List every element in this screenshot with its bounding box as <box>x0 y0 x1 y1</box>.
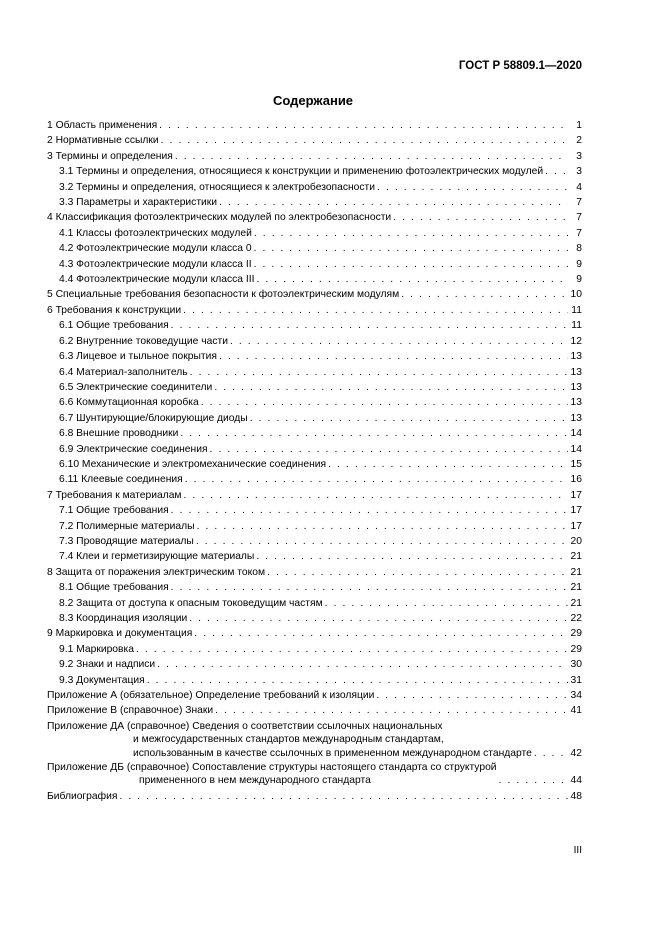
toc-page-number: 10 <box>570 289 582 301</box>
dot-leader <box>545 164 568 179</box>
dot-leader <box>171 503 568 518</box>
toc-entry-text: 9 Маркировка и документация <box>47 628 193 640</box>
toc-entry[interactable] <box>47 534 582 549</box>
toc-page-number: 48 <box>570 790 582 802</box>
toc-entry[interactable] <box>47 241 582 256</box>
toc-entry[interactable] <box>47 257 582 272</box>
toc-entry[interactable] <box>47 626 582 641</box>
toc-page-number: 21 <box>570 566 582 578</box>
toc-entry-text: 3.3 Параметры и характеристики <box>59 197 218 209</box>
toc-entry[interactable] <box>47 426 582 441</box>
toc-entry-text: 4 Классификация фотоэлектрических модулей по электробезопасности <box>47 212 392 224</box>
toc-entry-text: 7.1 Общие требования <box>59 505 169 517</box>
toc-page-number: 7 <box>576 227 582 239</box>
toc-entry-text: Приложение ДА (справочное) Сведения о соответствии ссылочных национальных и межгосударственных стандартов международным стандартам, использованным в качестве ссылочных в примененном международном стандарте <box>47 720 532 759</box>
toc-entry[interactable] <box>47 195 582 210</box>
toc-page-number: 21 <box>570 582 582 594</box>
dot-leader <box>256 549 568 564</box>
dot-leader <box>196 534 568 549</box>
toc-page-number: 22 <box>570 613 582 624</box>
toc-entry-text: 9.3 Документация <box>59 674 145 686</box>
dot-leader <box>147 673 568 688</box>
toc-entry[interactable] <box>47 703 582 718</box>
toc-entry-text: 8.2 Защита от доступа к опасным токоведущим частям <box>59 597 323 609</box>
toc-title: Содержание <box>272 93 354 108</box>
dot-leader <box>119 789 568 804</box>
dot-leader <box>214 380 568 395</box>
dot-leader <box>197 519 568 534</box>
toc-entry[interactable] <box>47 287 582 302</box>
toc-entry-text: Приложение В (справочное) Знаки <box>47 705 214 717</box>
toc-entry-text: 6.11 Клеевые соединения <box>59 474 183 486</box>
dot-leader <box>254 257 568 272</box>
dot-leader <box>230 334 568 349</box>
dot-leader <box>377 180 568 195</box>
toc-entry-text: 6 Требования к конструкции <box>47 304 182 316</box>
dot-leader <box>185 472 568 487</box>
toc-entry-text: Приложение А (обязательное) Определение требований к изоляции <box>47 690 375 702</box>
dot-leader <box>184 488 568 503</box>
toc-page-number: 20 <box>570 535 582 547</box>
toc-entry-text: Библиография <box>47 790 118 802</box>
dot-leader <box>325 596 568 611</box>
toc-entry[interactable] <box>47 349 582 364</box>
toc-page-number: 30 <box>570 659 582 671</box>
toc-page-number: 1 <box>576 120 582 131</box>
toc-entry[interactable] <box>47 488 582 503</box>
toc-page-number: 3 <box>576 150 582 162</box>
toc-page-number: 29 <box>570 628 582 640</box>
toc-entry-text: 6.10 Механические и электромеханические соединения <box>59 458 327 470</box>
toc-entry[interactable] <box>47 519 582 534</box>
dot-leader <box>534 747 568 760</box>
toc-page-number: 41 <box>570 705 582 717</box>
toc-page-number: 14 <box>570 443 582 455</box>
dot-leader <box>328 457 568 472</box>
toc-page-number: 14 <box>570 428 582 440</box>
toc-entry[interactable] <box>47 226 582 241</box>
toc-page-number: 7 <box>576 212 582 224</box>
toc-page-number: 7 <box>576 197 582 209</box>
toc-page-number: 3 <box>576 166 582 178</box>
toc-page-number: 34 <box>570 690 582 702</box>
toc-page-number: 42 <box>570 747 582 759</box>
toc-entry-text: 6.4 Материал-заполнитель <box>59 366 188 378</box>
toc-page-number: 13 <box>570 351 582 363</box>
toc-entry-text: 4.2 Фотоэлектрические модули класса 0 <box>59 243 252 255</box>
dot-leader <box>256 272 568 287</box>
dot-leader <box>190 365 568 380</box>
toc-entry-appendix-da[interactable] <box>47 720 582 760</box>
toc-entry[interactable] <box>47 164 582 179</box>
page-number: III <box>573 845 582 856</box>
toc-entry[interactable] <box>47 472 582 487</box>
toc-entry-text: 4.3 Фотоэлектрические модули класса II <box>59 258 252 270</box>
dot-leader <box>254 226 568 241</box>
toc-entry-text: 4.1 Классы фотоэлектрических модулей <box>59 227 252 239</box>
dot-leader <box>171 580 568 595</box>
toc-entry-text: 6.8 Внешние проводники <box>59 428 179 440</box>
toc-entry-text: 6.6 Коммутационная коробка <box>59 397 199 409</box>
toc-entry[interactable] <box>47 303 582 318</box>
toc-entry-text: 3.1 Термины и определения, относящиеся к конструкции и применению фотоэлектрических модулей <box>59 166 544 178</box>
toc-page-number: 9 <box>576 258 582 270</box>
toc-entry-text: 8.3 Координация изоляции <box>59 613 188 624</box>
toc-entry-text: 7.3 Проводящие материалы <box>59 535 194 547</box>
toc-entry-text: 6.7 Шунтирующие/блокирующие диоды <box>59 412 248 424</box>
document-header: ГОСТ Р 58809.1—2020 <box>458 60 582 72</box>
dot-leader <box>157 657 568 672</box>
toc-entry-text: 3.2 Термины и определения, относящиеся к электробезопасности <box>59 181 376 193</box>
dot-leader <box>254 241 568 256</box>
toc-entry[interactable] <box>47 503 582 518</box>
toc-entry-text: 6.9 Электрические соединения <box>59 443 208 455</box>
toc-entry-text: 6.5 Электрические соединители <box>59 381 213 393</box>
dot-leader <box>175 149 568 164</box>
toc-entry-text: 1 Область применения <box>47 120 158 131</box>
toc-entry[interactable] <box>47 657 582 672</box>
toc-entry-text: 4.4 Фотоэлектрические модули класса III <box>59 274 255 286</box>
toc-page-number: 29 <box>570 643 582 655</box>
toc-entry[interactable] <box>47 272 582 287</box>
toc-page-number: 17 <box>570 520 582 532</box>
toc-entry[interactable] <box>47 642 582 657</box>
dot-leader <box>376 688 568 703</box>
toc-entry[interactable] <box>47 688 582 703</box>
toc-page-number: 13 <box>570 412 582 424</box>
dot-leader <box>183 303 568 318</box>
dot-leader <box>189 611 568 626</box>
toc-entry-text: 6.3 Лицевое и тыльное покрытия <box>59 351 217 363</box>
toc-entry-text: 9.2 Знаки и надписи <box>59 659 156 671</box>
dot-leader <box>136 642 568 657</box>
dot-leader <box>215 703 568 718</box>
toc-entry[interactable] <box>47 673 582 688</box>
toc-entry[interactable] <box>47 133 582 148</box>
toc-page-number: 21 <box>570 597 582 609</box>
toc-entry[interactable] <box>47 118 582 133</box>
toc-entry-text: 9.1 Маркировка <box>59 643 134 655</box>
dot-leader <box>401 287 568 302</box>
toc-entry-appendix-db[interactable] <box>47 761 582 788</box>
toc-entry-text: Приложение ДБ (справочное) Сопоставление структуры настоящего стандарта со структурой примененного в нем международного стандарта <box>47 762 497 787</box>
toc-page-number: 13 <box>570 366 582 378</box>
dot-leader <box>180 426 568 441</box>
toc-entry[interactable] <box>47 334 582 349</box>
toc-page-number: 9 <box>576 274 582 286</box>
toc-entry-text: 7 Требования к материалам <box>47 489 182 501</box>
toc-entry-text: 5 Специальные требования безопасности к фотоэлектрическим модулям <box>47 289 400 301</box>
toc-entry-text: 8.1 Общие требования <box>59 582 169 594</box>
toc-entry-text: 7.2 Полимерные материалы <box>59 520 195 532</box>
toc-entry[interactable] <box>47 457 582 472</box>
toc-entry-text: 8 Защита от поражения электрическим током <box>47 566 266 578</box>
toc-entry[interactable] <box>47 565 582 580</box>
toc-page-number: 31 <box>570 674 582 686</box>
toc-page-number: 4 <box>576 181 582 193</box>
toc-page-number: 11 <box>571 304 582 316</box>
toc-entry-text: 3 Термины и определения <box>47 150 173 162</box>
toc-entry-text: 2 Нормативные ссылки <box>47 135 159 147</box>
toc-page-number: 11 <box>571 320 582 332</box>
toc-entry[interactable] <box>47 210 582 225</box>
toc-entry[interactable] <box>47 580 582 595</box>
dot-leader <box>499 774 568 787</box>
toc-entry[interactable] <box>47 611 582 626</box>
toc-page-number: 15 <box>570 458 582 470</box>
dot-leader <box>219 195 568 210</box>
toc-page-number: 21 <box>570 551 582 563</box>
toc-entry-bibliography[interactable] <box>47 789 582 804</box>
toc-page-number: 2 <box>576 135 582 147</box>
toc-entry[interactable] <box>47 596 582 611</box>
dot-leader <box>393 210 568 225</box>
toc-entry[interactable] <box>47 442 582 457</box>
toc-page-number: 16 <box>570 474 582 486</box>
dot-leader <box>201 395 568 410</box>
table-of-contents <box>47 118 582 804</box>
toc-entry[interactable] <box>47 380 582 395</box>
toc-entry[interactable] <box>47 180 582 195</box>
toc-entry[interactable] <box>47 149 582 164</box>
toc-entry-text: 6.1 Общие требования <box>59 320 169 332</box>
toc-page-number: 17 <box>570 489 582 501</box>
toc-entry-text: 7.4 Клеи и герметизирующие материалы <box>59 551 255 563</box>
toc-page-number: 8 <box>576 243 582 255</box>
dot-leader <box>159 118 568 133</box>
toc-page-number: 13 <box>570 397 582 409</box>
dot-leader <box>250 411 568 426</box>
toc-page-number: 13 <box>570 381 582 393</box>
dot-leader <box>219 349 568 364</box>
toc-entry[interactable] <box>47 411 582 426</box>
dot-leader <box>267 565 568 580</box>
toc-entry-text: 6.2 Внутренние токоведущие части <box>59 335 228 347</box>
toc-page-number: 12 <box>570 335 582 347</box>
dot-leader <box>210 442 568 457</box>
dot-leader <box>194 626 568 641</box>
toc-entry[interactable] <box>47 318 582 333</box>
toc-entry[interactable] <box>47 395 582 410</box>
toc-page-number: 44 <box>570 775 582 787</box>
toc-entry[interactable] <box>47 549 582 564</box>
dot-leader <box>161 133 568 148</box>
toc-page-number: 17 <box>570 505 582 517</box>
toc-entry[interactable] <box>47 365 582 380</box>
dot-leader <box>171 318 568 333</box>
